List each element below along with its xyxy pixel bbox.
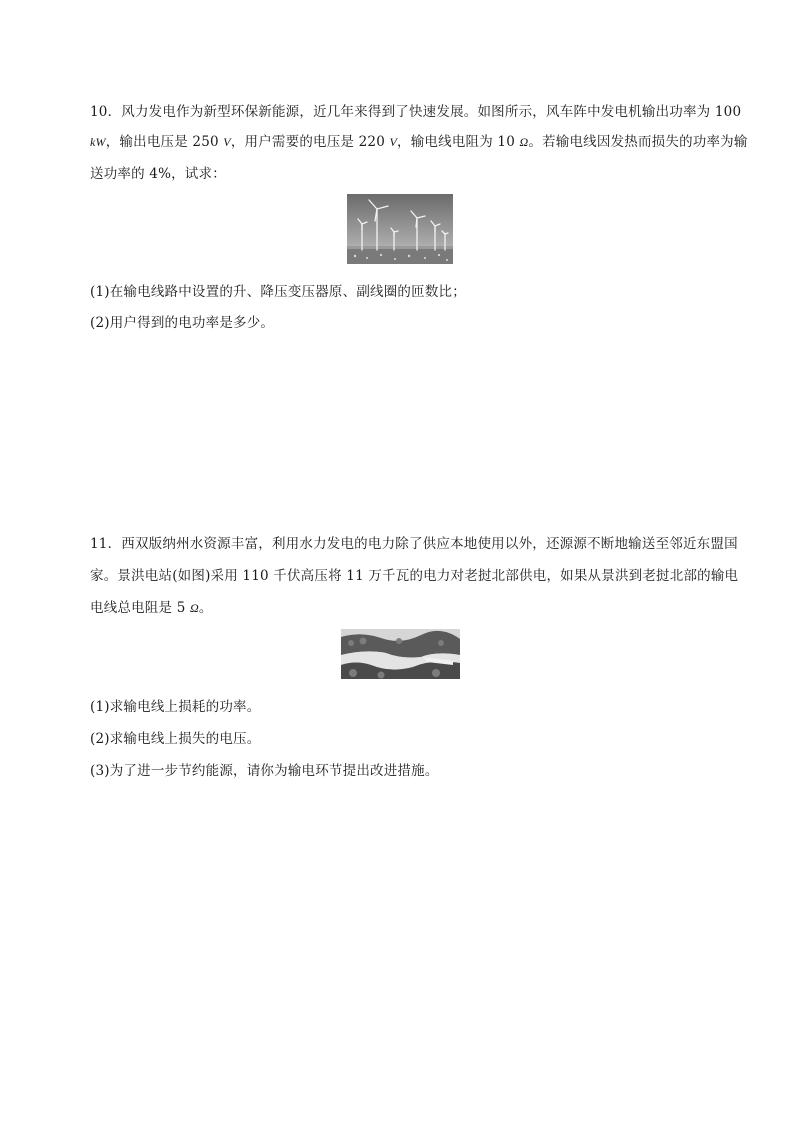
q10-sub-2: (2)用户得到的电功率是多少。	[90, 315, 275, 331]
q11-sub-1: (1)求输电线上损耗的功率。	[90, 699, 261, 715]
q11-sub-3: (3)为了进一步节约能源，请你为输电环节提出改进措施。	[90, 763, 439, 779]
q10-line-1: 10．风力发电作为新型环保新能源，近几年来得到了快速发展。如图所示，风车阵中发电机输出功率为 100	[90, 104, 742, 120]
q11-line-3: 电线总电阻是 5 Ω。	[90, 600, 213, 616]
unit-ohm: Ω	[189, 601, 199, 615]
unit-v: V	[223, 135, 231, 149]
q10-sub-1: (1)在输电线路中设置的升、降压变压器原、副线圈的匝数比；	[90, 284, 466, 300]
q10-line-2: kW，输出电压是 250 V，用户需要的电压是 220 V，输电线电阻为 10 Ω。若输电线因发热而损失的功率为输	[90, 134, 748, 150]
q10-line-3: 送功率的 4%，试求：	[90, 166, 226, 182]
hydropower-station-figure	[341, 629, 460, 679]
q11-line-1: 11．西双版纳州水资源丰富，利用水力发电的电力除了供应本地使用以外，还源源不断地输送至邻近东盟国	[90, 536, 738, 552]
unit-ohm: Ω	[519, 135, 529, 149]
unit-kw: kW	[90, 135, 106, 149]
unit-v: V	[389, 135, 398, 149]
wind-turbine-figure	[347, 194, 453, 264]
q11-sub-2: (2)求输电线上损失的电压。	[90, 731, 261, 747]
q11-line-2: 家。景洪电站(如图)采用 110 千伏高压将 11 万千瓦的电力对老挝北部供电，如果从景洪到老挝北部的输电	[90, 568, 739, 584]
